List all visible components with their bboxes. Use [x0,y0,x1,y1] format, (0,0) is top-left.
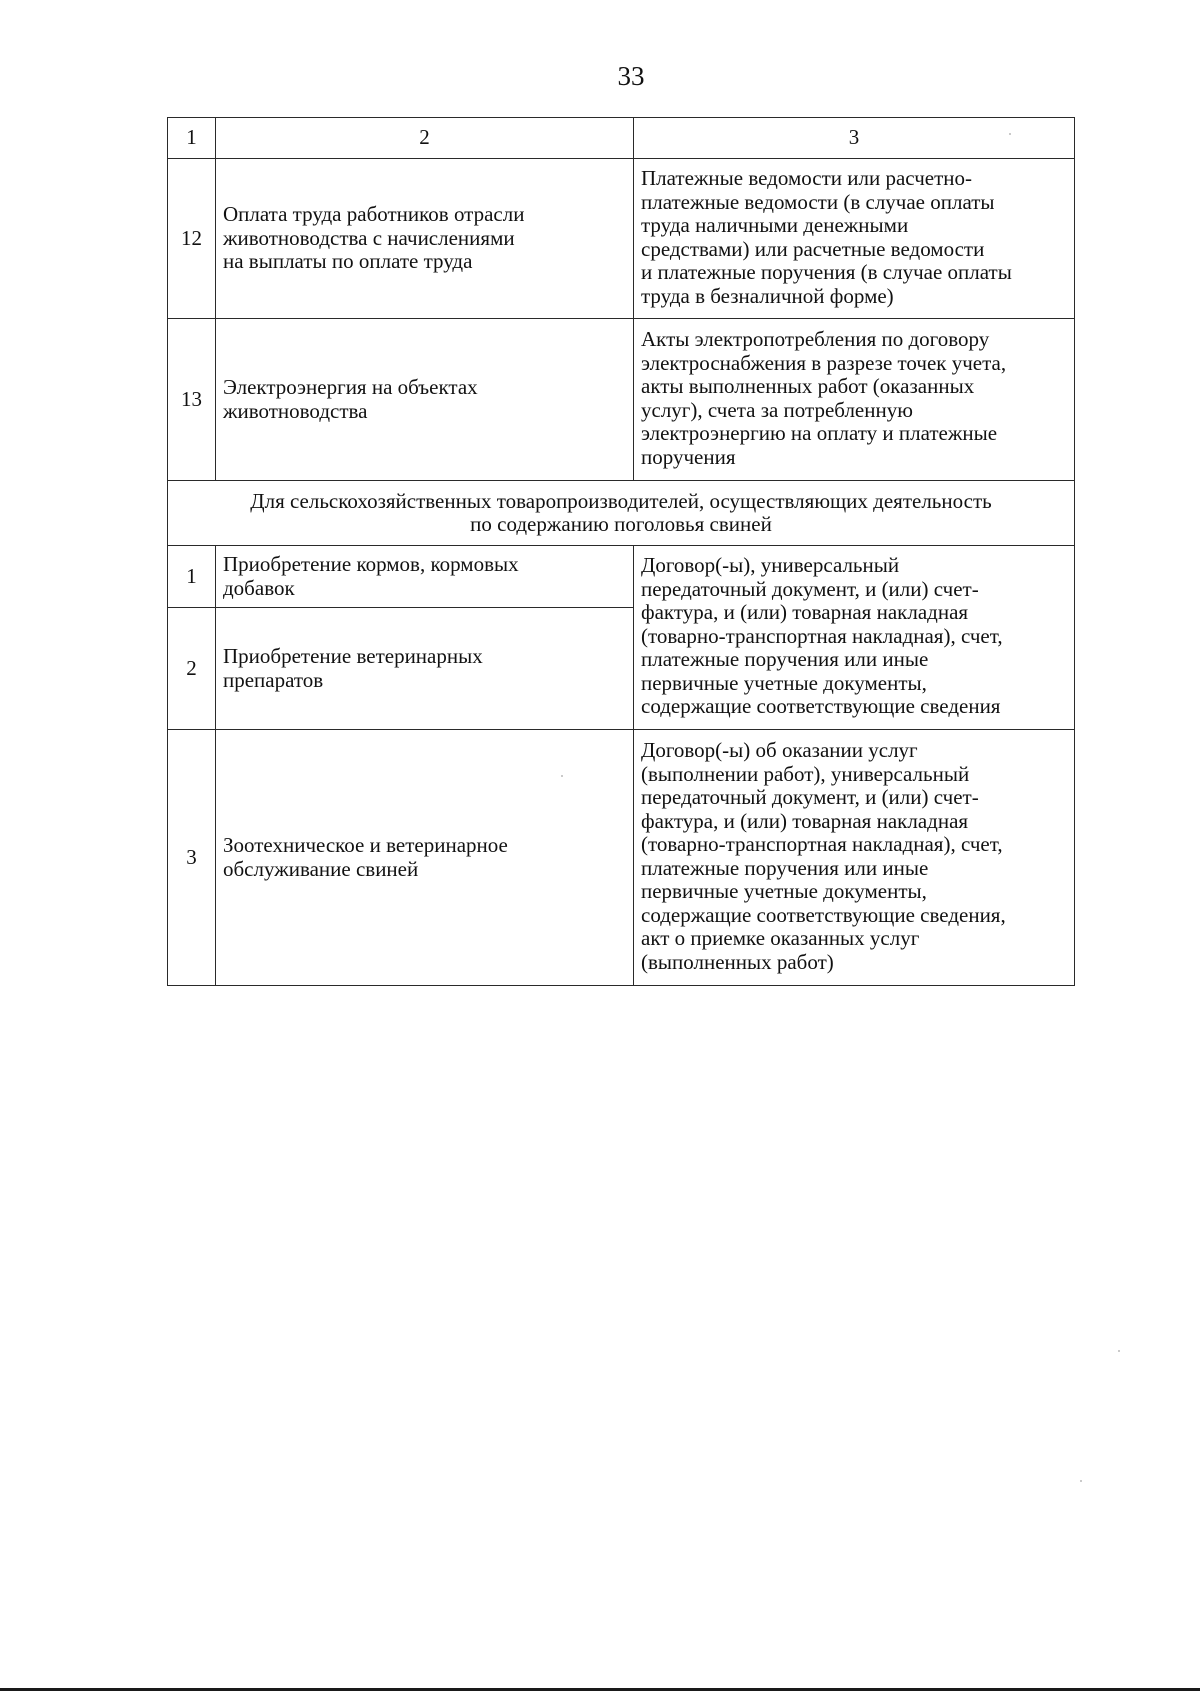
documents-line: фактура, и (или) товарная накладная [641,600,969,625]
column-header-3: 3 [634,118,1075,159]
expense-item-line: Приобретение кормов, кормовых [223,552,519,576]
section-heading-row [168,481,1075,546]
documents-line: платежные поручения или иные [641,855,929,880]
supporting-documents [634,730,1075,986]
documents-table [167,117,1075,986]
expense-item-line: Зоотехническое и ветеринарное [223,833,508,857]
documents-line: Платежные ведомости или расчетно- [641,166,972,190]
column-header-2: 2 [216,118,634,159]
column-header-1: 1 [168,118,216,159]
table-row [168,159,1075,319]
section-heading-line: Для сельскохозяйственных товаропроизводителей, осуществляющих деятельность [250,488,992,513]
supporting-documents [634,319,1075,481]
row-number: 12 [168,159,216,319]
documents-line: (товарно-транспортная накладная), счет, [641,832,1003,856]
scan-speck [1080,1480,1082,1482]
expense-item [216,730,634,986]
scan-speck [1009,133,1011,135]
table-row [168,730,1075,986]
documents-line: содержащие соответствующие сведения, [641,902,1006,927]
table-header-row [168,118,1075,159]
documents-line: труда наличными денежными [641,213,909,237]
section-heading [168,481,1075,546]
scan-speck [561,775,563,777]
supporting-documents [634,159,1075,319]
section-heading-line: по содержанию поголовья свиней [470,512,772,536]
expense-item-line: добавок [223,575,295,600]
expense-item-line: животноводства с начислениями [223,225,515,250]
documents-line: услуг), счета за потребленную [641,397,913,422]
documents-line: платежные поручения или иные [641,647,929,672]
expense-item [216,159,634,319]
expense-item-line: на выплаты по оплате труда [223,249,473,274]
expense-item [216,319,634,481]
table-row [168,319,1075,481]
documents-line: акт о приемке оказанных услуг [641,926,920,950]
documents-line: средствами) или расчетные ведомости [641,236,985,261]
row-number: 1 [168,546,216,608]
row-number: 2 [168,608,216,730]
documents-line: поручения [641,444,736,469]
page-number: 33 [617,61,645,91]
documents-line: Договор(-ы), универсальный [641,553,900,578]
documents-line: первичные учетные документы, [641,670,927,695]
documents-line: фактура, и (или) товарная накладная [641,808,969,833]
expense-item-line: животноводства [223,398,368,423]
expense-item-line: Оплата труда работников отрасли [223,202,525,227]
expense-item-line: Приобретение ветеринарных [223,644,483,668]
expense-item-line: Электроэнергия на объектах [223,375,478,399]
row-number: 13 [168,319,216,481]
documents-line: и платежные поручения (в случае оплаты [641,260,1012,284]
row-number: 3 [168,730,216,986]
documents-line: Договор(-ы) об оказании услуг [641,738,918,762]
documents-line: Акты электропотребления по договору [641,327,990,351]
documents-line: передаточный документ, и (или) счет- [641,576,979,601]
documents-line: платежные ведомости (в случае оплаты [641,189,995,214]
documents-line: электроснабжения в разрезе точек учета, [641,350,1007,375]
documents-line: электроэнергию на оплату и платежные [641,421,998,445]
expense-item-line: обслуживание свиней [223,856,419,881]
scan-speck [1118,1350,1120,1352]
supporting-documents-shared [634,546,1075,730]
documents-line: труда в безналичной форме) [641,283,894,308]
documents-line: (выполнении работ), универсальный [641,761,970,786]
documents-line: первичные учетные документы, [641,879,927,903]
expense-item [216,546,634,608]
expense-item [216,608,634,730]
documents-line: содержащие соответствующие сведения [641,694,1001,719]
documents-line: (выполненных работ) [641,949,834,974]
table-row [168,546,1075,608]
documents-line: (товарно-транспортная накладная), счет, [641,623,1003,648]
expense-item-line: препаратов [223,667,324,692]
documents-line: передаточный документ, и (или) счет- [641,785,979,809]
documents-line: акты выполненных работ (оказанных [641,374,975,398]
